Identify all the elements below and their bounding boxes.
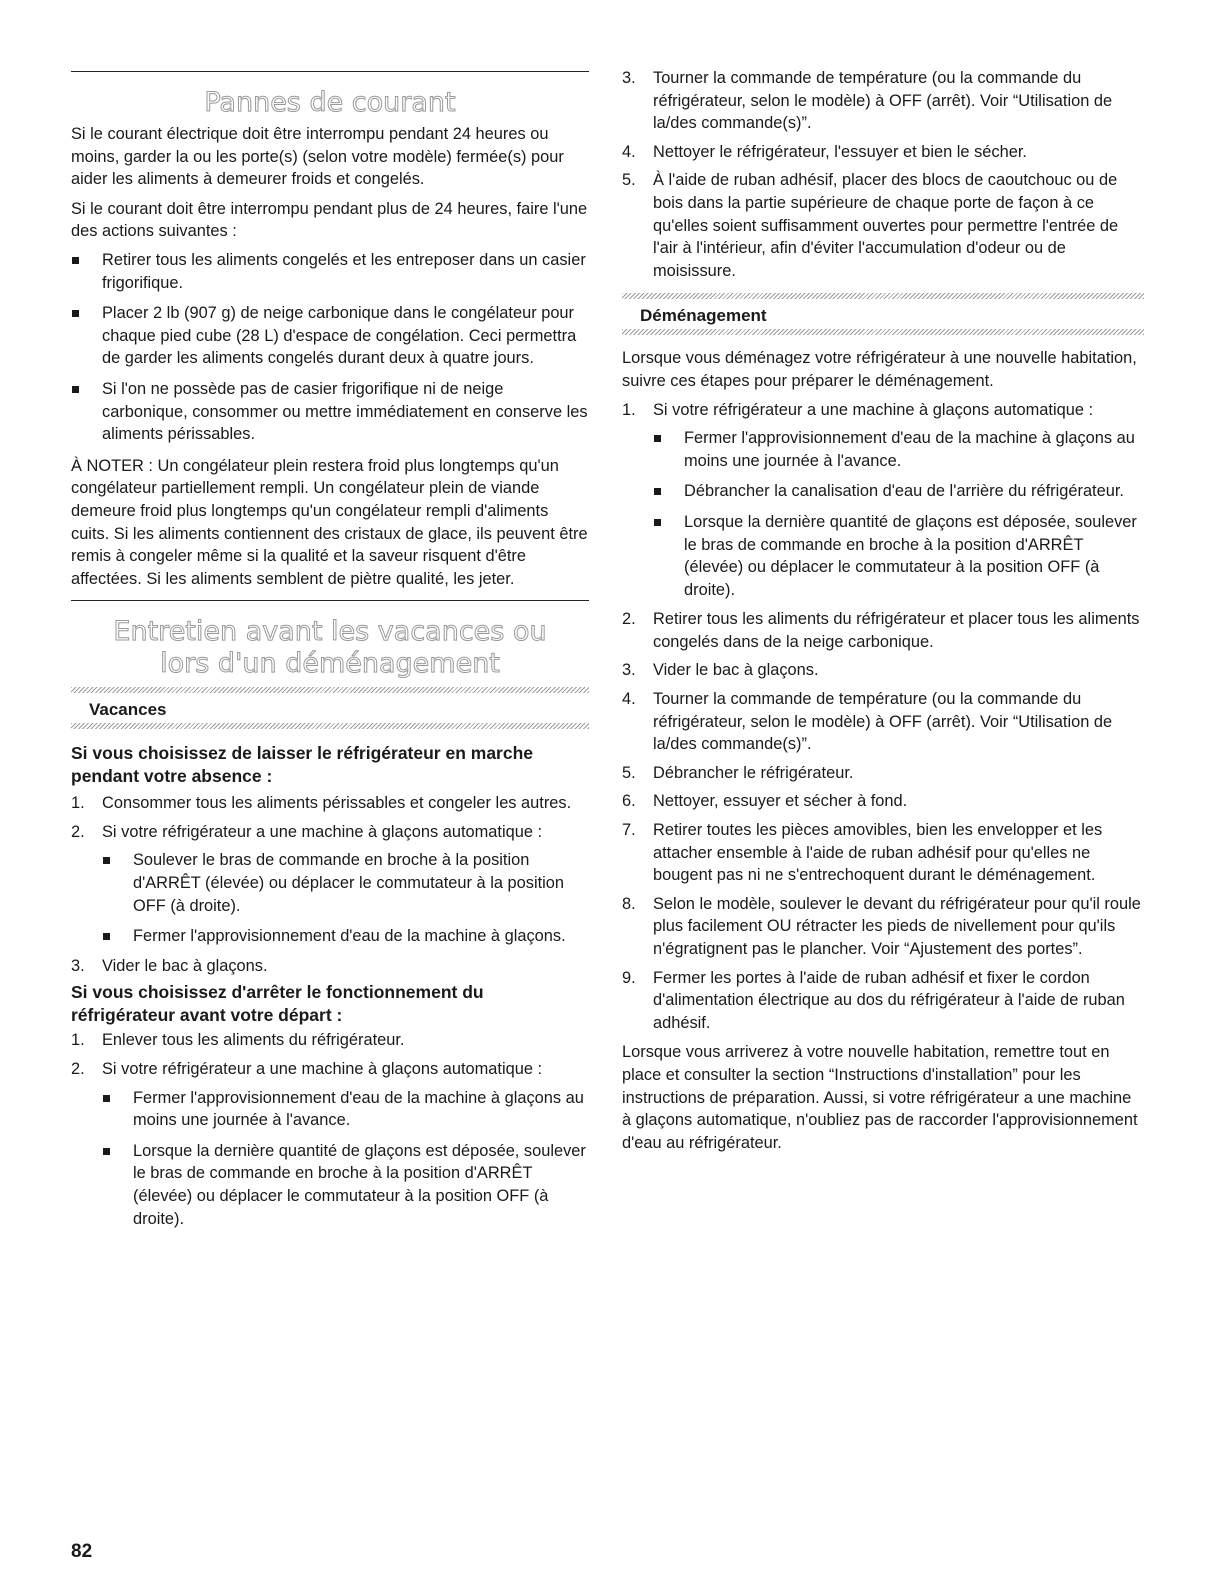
- power-outage-title: Pannes de courant: [204, 87, 456, 118]
- list-item: Soulever le bras de commande en broche à la position d'ARRÊT (élevée) ou déplacer le commutateur à la position OFF (à droite).: [102, 849, 589, 917]
- list-item: Lorsque la dernière quantité de glaçons est déposée, soulever le bras de commande en broche à la position d'ARRÊT (élevée) ou déplacer le commutateur à la position OFF (à droite).: [653, 511, 1144, 601]
- turn-off-heading: Si vous choisissez d'arrêter le fonctionnement du réfrigérateur avant votre départ :: [71, 982, 484, 1026]
- list-item: Fermer l'approvisionnement d'eau de la machine à glaçons au moins une journée à l'avance.: [653, 427, 1144, 472]
- hatch-bar: [622, 329, 1144, 335]
- leave-on-steps: [71, 792, 589, 977]
- list-item: 8. Selon le modèle, soulever le devant du réfrigérateur pour qu'il roule plus facilement OU rétracter les pieds de nivellement pour qu'ils n'égratignent pas le plancher. Voir “Ajustement des portes”.: [622, 894, 1141, 958]
- list-item: 5. Débrancher le réfrigérateur.: [622, 763, 854, 782]
- list-item: 1. Consommer tous les aliments périssables et congeler les autres.: [71, 794, 572, 813]
- list-item: Débrancher la canalisation d'eau de l'arrière du réfrigérateur.: [653, 480, 1144, 503]
- moving-closing: Lorsque vous arriverez à votre nouvelle habitation, remettre tout en place et consulter la section “Instructions d'installation” pour les instructions de préparation. Aussi, si votre réfrigérateur a une machine à glaçons automatique, n'oubliez pas de raccorder l'approvisionnement d'eau au réfrigérateur.: [622, 1043, 1138, 1152]
- power-note: À NOTER : Un congélateur plein restera froid plus longtemps qu'un congélateur partiellement rempli. Un congélateur plein de viande demeure froid plus longtemps qu'un congélateur rempli d'aliments cuits. Si les aliments contiennent des cristaux de glace, ils peuvent être remis à congeler même si la qualité et la saveur risquent d'être affectées. Si les aliments semblent de piètre qualité, les jeter.: [71, 456, 588, 588]
- section-rule: [71, 71, 589, 72]
- hatch-bar: [622, 293, 1144, 299]
- care-title-line-1: Entretien avant les vacances ou: [113, 616, 547, 648]
- moving-sub-bullets: [653, 427, 1144, 601]
- right-column: [622, 0, 1144, 1154]
- list-item: 6. Nettoyer, essuyer et sécher à fond.: [622, 792, 908, 811]
- leave-on-heading: Si vous choisissez de laisser le réfrigérateur en marche pendant votre absence :: [71, 743, 534, 787]
- care-title: [71, 616, 589, 680]
- left-column: [71, 0, 589, 1230]
- list-item: Placer 2 lb (907 g) de neige carbonique dans le congélateur pour chaque pied cube (28 L) d'espace de congélation. Ceci permettra de garder les aliments congelés durant deux à quatre jours.: [71, 302, 589, 370]
- continued-steps: [622, 67, 1144, 282]
- list-item: 2. Si votre réfrigérateur a une machine à glaçons automatique : Soulever le bras de commande en broche à la position d'ARRÊT (élevée) ou déplacer le commutateur à la position OFF (à droite). Fermer l'approvisionnement d'eau de la machine à glaçons.: [71, 821, 589, 948]
- section-rule: [71, 600, 589, 601]
- list-item: 9. Fermer les portes à l'aide de ruban adhésif et fixer le cordon d'alimentation électrique au dos du réfrigérateur à l'aide de ruban adhésif.: [622, 968, 1125, 1032]
- list-item: 7. Retirer toutes les pièces amovibles, bien les envelopper et les attacher ensemble à l'aide de ruban adhésif pour qu'elles ne bougent pas ni ne s'entrechoquent durant le déménagement.: [622, 821, 1103, 885]
- vacations-label: Vacances: [89, 700, 167, 720]
- list-item: 3. Tourner la commande de température (ou la commande du réfrigérateur, selon le modèle) à OFF (arrêt). Voir “Utilisation de la/des commande(s)”.: [622, 69, 1113, 133]
- power-paragraph-2: Si le courant doit être interrompu pendant plus de 24 heures, faire l'une des actions suivantes :: [71, 199, 588, 241]
- list-item: 3. Vider le bac à glaçons.: [71, 956, 268, 975]
- list-item: 4. Tourner la commande de température (ou la commande du réfrigérateur, selon le modèle) à OFF (arrêt). Voir “Utilisation de la/des commande(s)”.: [622, 690, 1113, 754]
- moving-steps: [622, 399, 1144, 1035]
- moving-label: Déménagement: [640, 306, 767, 326]
- list-item: 5. À l'aide de ruban adhésif, placer des blocs de caoutchouc ou de bois dans la partie supérieure de chaque porte de façon à ce qu'elles soient suffisamment ouvertes pour permettre l'entrée de l'air à l'intérieur, afin d'éviter l'accumulation d'odeur ou de moisissure.: [622, 171, 1119, 280]
- list-item: Lorsque la dernière quantité de glaçons est déposée, soulever le bras de commande en broche à la position d'ARRÊT (élevée) ou déplacer le commutateur à la position OFF (à droite).: [102, 1140, 589, 1230]
- list-item: 2. Si votre réfrigérateur a une machine à glaçons automatique : Fermer l'approvisionnement d'eau de la machine à glaçons au moins une journée à l'avance. Lorsque la dernière quantité de glaçons est déposée, soulever le bras de commande en broche à la position d'ARRÊT (élevée) ou déplacer le commutateur à la position OFF (à droite).: [71, 1058, 589, 1230]
- turn-off-steps: [71, 1029, 589, 1230]
- list-item: Retirer tous les aliments congelés et les entreposer dans un casier frigorifique.: [71, 249, 589, 294]
- list-item: 1. Enlever tous les aliments du réfrigérateur.: [71, 1031, 405, 1050]
- list-item: Fermer l'approvisionnement d'eau de la machine à glaçons.: [102, 925, 589, 948]
- page-number: 82: [71, 1541, 93, 1562]
- hatch-bar: [71, 723, 589, 729]
- list-item: 1. Si votre réfrigérateur a une machine à glaçons automatique : Fermer l'approvisionnement d'eau de la machine à glaçons au moins une journée à l'avance. Débrancher la canalisation d'eau de l'arrière du réfrigérateur. Lorsque la dernière quantité de glaçons est déposée, soulever le bras de commande en broche à la position d'ARRÊT (élevée) ou déplacer le commutateur à la position OFF (à droite).: [622, 399, 1144, 602]
- list-item: 2. Retirer tous les aliments du réfrigérateur et placer tous les aliments congelés dans de la neige carbonique.: [622, 610, 1140, 651]
- moving-intro: Lorsque vous déménagez votre réfrigérateur à une nouvelle habitation, suivre ces étapes pour préparer le déménagement.: [622, 349, 1137, 390]
- list-item: Si l'on ne possède pas de casier frigorifique ni de neige carbonique, consommer ou mettre immédiatement en conserve les aliments périssables.: [71, 378, 589, 446]
- list-item: 3. Vider le bac à glaçons.: [622, 661, 819, 680]
- list-item: 4. Nettoyer le réfrigérateur, l'essuyer et bien le sécher.: [622, 142, 1027, 161]
- power-paragraph-1: Si le courant électrique doit être interrompu pendant 24 heures ou moins, garder la ou les porte(s) (selon votre modèle) fermée(s) pour aider les aliments à demeurer froids et congelés.: [71, 125, 564, 189]
- care-title-line-2: lors d'un déménagement: [160, 648, 500, 680]
- power-bullet-list: [71, 249, 589, 446]
- leave-on-sub-bullets: [102, 849, 589, 947]
- turn-off-sub-bullets: [102, 1087, 589, 1231]
- list-item: Fermer l'approvisionnement d'eau de la machine à glaçons au moins une journée à l'avance.: [102, 1087, 589, 1132]
- hatch-bar: [71, 687, 589, 693]
